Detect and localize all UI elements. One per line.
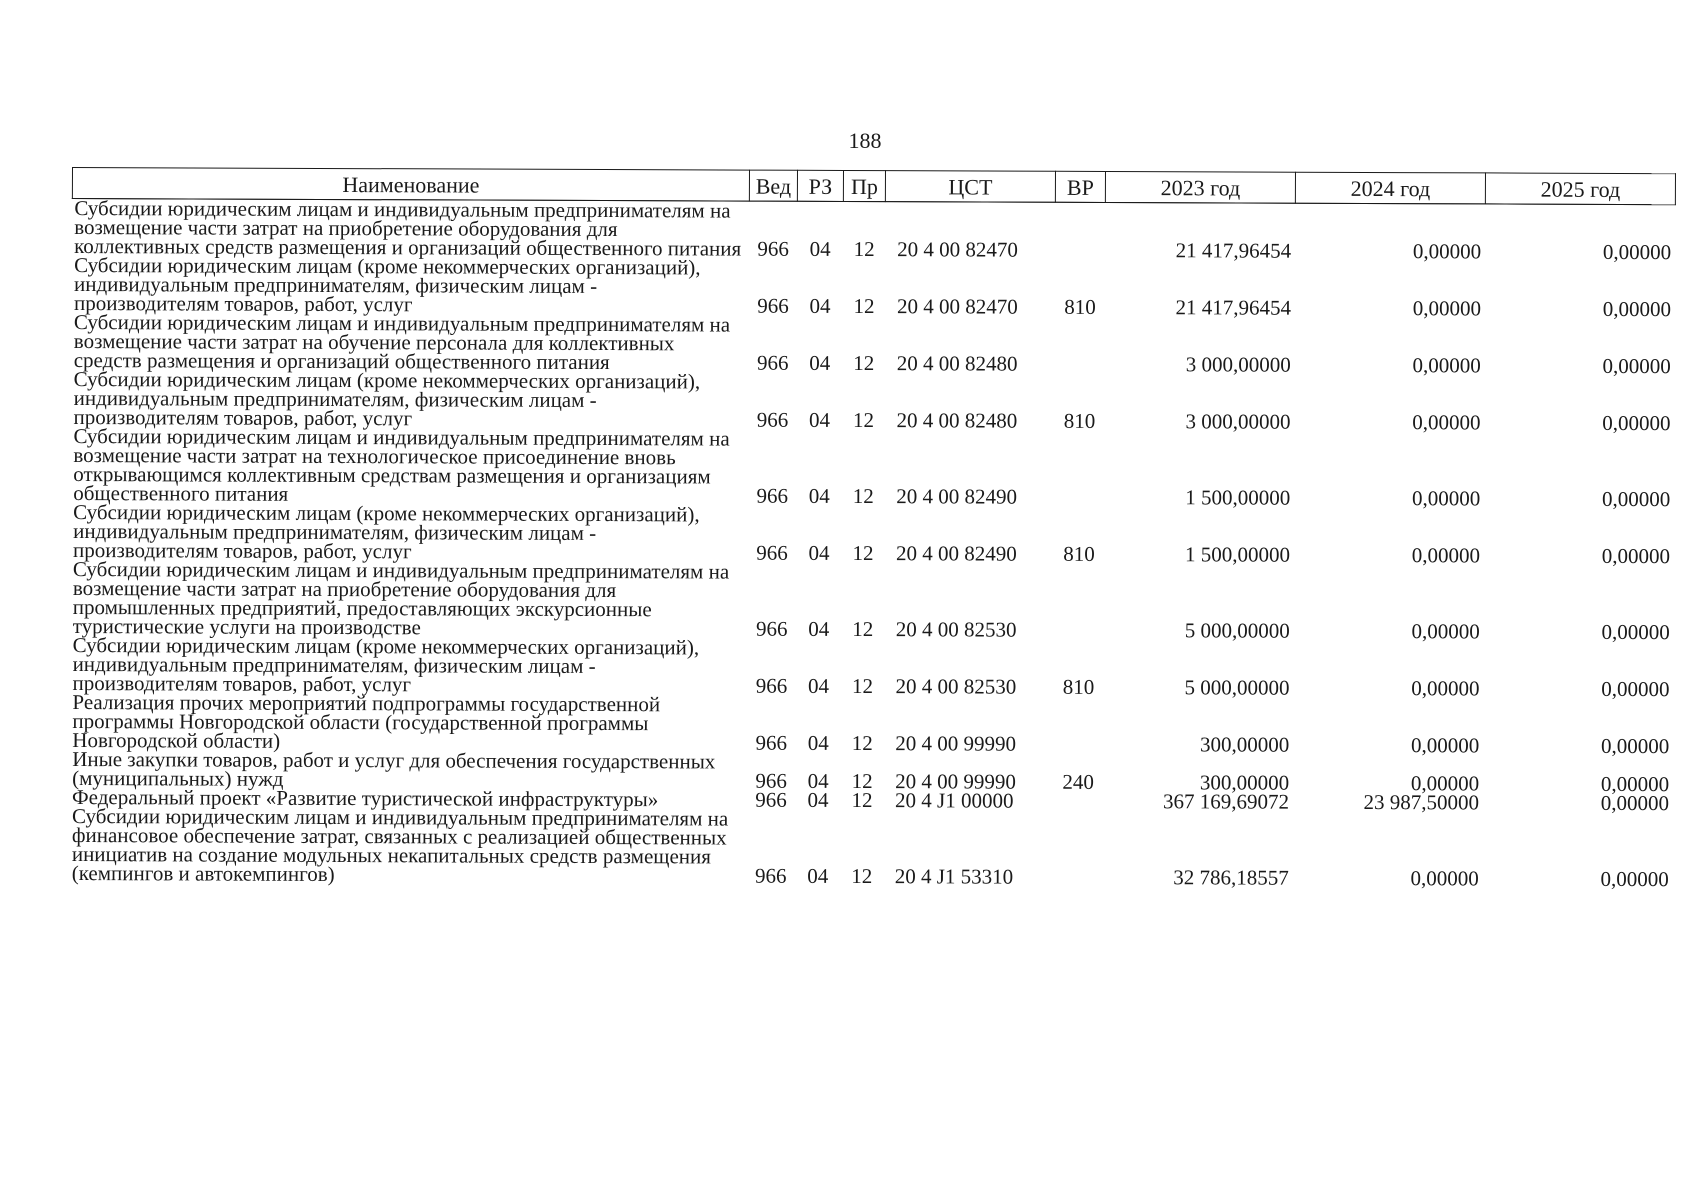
row-ved: 966 bbox=[756, 483, 789, 508]
row-pr: 12 bbox=[853, 351, 875, 376]
table-row bbox=[70, 636, 1673, 699]
budget-sheet bbox=[69, 167, 1676, 892]
row-rz: 04 bbox=[808, 407, 831, 432]
row-2023: 3 000,00000 bbox=[1185, 409, 1291, 434]
row-2023: 5 000,00000 bbox=[1184, 618, 1290, 643]
row-name: Субсидии юридическим лицам и индивидуальным предпринимателям на возмещение части затрат на технологическое присоединение вновь открывающимся коллективным средствам размещения и организациям общественного питания bbox=[73, 424, 730, 506]
header-2024: 2024 год bbox=[1295, 172, 1485, 204]
row-ved: 966 bbox=[756, 540, 788, 565]
row-ved: 966 bbox=[755, 787, 787, 812]
row-pr: 12 bbox=[852, 616, 874, 642]
row-name: Иные закупки товаров, работ и услуг для обеспечения государственных (муниципальных) нужд bbox=[72, 747, 716, 791]
table-row bbox=[71, 427, 1674, 509]
row-2023: 32 786,18557 bbox=[1173, 865, 1289, 890]
header-rz: РЗ bbox=[797, 170, 843, 201]
table-row bbox=[72, 199, 1675, 263]
row-2025: 0,00000 bbox=[1602, 296, 1672, 322]
table-row bbox=[70, 693, 1673, 756]
row-ved: 966 bbox=[755, 768, 787, 793]
row-rz: 04 bbox=[808, 483, 830, 508]
row-vr bbox=[1055, 317, 1105, 374]
row-2025: 0,00000 bbox=[1601, 619, 1670, 645]
row-name: Федеральный проект «Развитие туристической инфраструктуры» bbox=[72, 785, 659, 812]
row-cst: 20 4 00 99990 bbox=[895, 769, 1016, 794]
row-ved: 966 bbox=[756, 407, 789, 432]
row-2024: 0,00000 bbox=[1411, 619, 1480, 644]
row-2025: 0,00000 bbox=[1600, 733, 1670, 759]
row-vr bbox=[1053, 811, 1103, 887]
row-vr bbox=[1055, 202, 1105, 260]
row-2025: 0,00000 bbox=[1602, 239, 1672, 265]
page-number: 188 bbox=[848, 128, 882, 153]
table-row bbox=[72, 370, 1675, 433]
row-ved: 966 bbox=[756, 350, 789, 375]
row-cst: 20 4 J1 53310 bbox=[894, 864, 1014, 889]
row-pr: 12 bbox=[851, 787, 873, 813]
row-vr bbox=[1053, 792, 1103, 811]
row-rz: 04 bbox=[807, 863, 829, 888]
row-name: Субсидии юридическим лицам и индивидуальным предпринимателям на возмещение части затрат на обучение персонала для коллективных средств размещения и организаций общественного питания bbox=[73, 310, 731, 375]
row-2025: 0,00000 bbox=[1602, 353, 1671, 379]
row-cst: 20 4 00 82470 bbox=[897, 237, 1018, 262]
row-name: Субсидии юридическим лицам (кроме некоммерческих организаций), индивидуальным предпринимателям, физическим лицам - производителям товаров, работ, услуг bbox=[72, 500, 700, 564]
row-rz: 04 bbox=[808, 540, 830, 565]
row-2023: 1 500,00000 bbox=[1184, 542, 1291, 567]
row-cst: 20 4 00 82480 bbox=[896, 408, 1018, 433]
row-2024: 0,00000 bbox=[1410, 866, 1479, 891]
row-ved: 966 bbox=[755, 730, 788, 755]
row-2023: 21 417,96454 bbox=[1175, 238, 1292, 263]
row-2024: 0,00000 bbox=[1411, 543, 1481, 568]
row-2024: 0,00000 bbox=[1410, 733, 1480, 758]
row-2025: 0,00000 bbox=[1601, 676, 1670, 702]
row-pr: 12 bbox=[853, 237, 875, 262]
row-vr bbox=[1054, 564, 1104, 640]
row-pr: 12 bbox=[853, 294, 875, 319]
row-2024: 0,00000 bbox=[1412, 410, 1481, 435]
row-ved: 966 bbox=[757, 293, 789, 318]
row-2023: 3 000,00000 bbox=[1185, 352, 1291, 377]
row-2024: 0,00000 bbox=[1411, 486, 1481, 511]
row-2025: 0,00000 bbox=[1601, 486, 1671, 512]
row-vr bbox=[1053, 697, 1103, 754]
table-row bbox=[71, 503, 1674, 566]
row-pr: 12 bbox=[851, 673, 874, 699]
row-rz: 04 bbox=[809, 350, 831, 375]
row-2023: 1 500,00000 bbox=[1185, 485, 1291, 510]
row-pr: 12 bbox=[851, 863, 873, 889]
row-rz: 04 bbox=[808, 616, 830, 641]
row-vr: 240 bbox=[1062, 769, 1094, 794]
row-name: Субсидии юридическим лицам и индивидуальным предпринимателям на возмещение части затрат на приобретение оборудования для коллективных средств размещения и организаций общественного питания bbox=[74, 196, 742, 261]
row-rz: 04 bbox=[807, 730, 829, 755]
row-2023: 300,00000 bbox=[1199, 770, 1290, 795]
row-2025: 0,00000 bbox=[1602, 410, 1671, 436]
row-rz: 04 bbox=[807, 768, 829, 793]
header-pr: Пр bbox=[843, 170, 885, 201]
row-rz: 04 bbox=[807, 673, 830, 698]
row-rz: 04 bbox=[809, 236, 831, 261]
row-ved: 966 bbox=[755, 673, 788, 698]
row-2023: 300,00000 bbox=[1199, 732, 1290, 757]
row-pr: 12 bbox=[852, 408, 875, 433]
row-2024: 0,00000 bbox=[1412, 353, 1481, 378]
row-2025: 0,00000 bbox=[1600, 771, 1670, 797]
row-cst: 20 4 00 82530 bbox=[895, 674, 1017, 699]
row-2025: 0,00000 bbox=[1601, 543, 1671, 569]
row-2024: 0,00000 bbox=[1412, 296, 1482, 321]
row-2024: 0,00000 bbox=[1410, 771, 1480, 796]
row-vr: 810 bbox=[1063, 408, 1096, 433]
row-name: Реализация прочих мероприятий подпрограммы государственной программы Новгородской области (государственной программы Новгородской области) bbox=[72, 690, 661, 753]
row-2024: 23 987,50000 bbox=[1363, 789, 1480, 815]
row-vr: 810 bbox=[1063, 541, 1095, 566]
row-cst: 20 4 J1 00000 bbox=[895, 788, 1014, 813]
budget-table bbox=[69, 167, 1676, 892]
header-2025: 2025 год bbox=[1485, 173, 1675, 205]
row-2025: 0,00000 bbox=[1600, 790, 1670, 816]
row-cst: 20 4 00 82490 bbox=[896, 484, 1018, 509]
row-name: Субсидии юридическим лицам и индивидуальным предпринимателям на финансовое обеспечение затрат, связанных с реализацией общественных инициатив на создание модульных некапитальных средств размещения (кемпингов и автокемпингов) bbox=[71, 804, 729, 887]
header-cst: ЦСТ bbox=[885, 171, 1055, 203]
row-cst: 20 4 00 82480 bbox=[896, 351, 1018, 376]
row-cst: 20 4 00 82490 bbox=[895, 541, 1017, 566]
header-ved: Вед bbox=[749, 170, 797, 201]
row-name: Субсидии юридическим лицам (кроме некоммерческих организаций), индивидуальным предпринимателям, физическим лицам - производителям товаров, работ, услуг bbox=[73, 367, 701, 431]
header-vr: ВР bbox=[1055, 171, 1105, 202]
row-cst: 20 4 00 99990 bbox=[895, 731, 1017, 756]
row-ved: 966 bbox=[757, 236, 789, 261]
row-2024: 0,00000 bbox=[1412, 239, 1482, 264]
table-row bbox=[72, 256, 1675, 319]
header-2023: 2023 год bbox=[1105, 171, 1295, 203]
row-vr: 810 bbox=[1064, 294, 1096, 319]
row-name: Субсидии юридическим лицам (кроме некоммерческих организаций), индивидуальным предпринимателям, физическим лицам - производителям товаров, работ, услуг bbox=[72, 633, 700, 697]
table-row bbox=[71, 560, 1674, 642]
table-row bbox=[70, 807, 1673, 889]
row-2023: 5 000,00000 bbox=[1184, 675, 1290, 700]
row-2023: 21 417,96454 bbox=[1175, 295, 1292, 320]
table-row bbox=[72, 313, 1675, 376]
header-name: Наименование bbox=[72, 168, 749, 202]
row-cst: 20 4 00 82470 bbox=[896, 294, 1018, 319]
row-2023: 367 169,69072 bbox=[1163, 789, 1290, 814]
row-cst: 20 4 00 82530 bbox=[895, 617, 1017, 642]
row-pr: 12 bbox=[852, 484, 874, 509]
row-rz: 04 bbox=[807, 787, 829, 812]
row-name: Субсидии юридическим лицам и индивидуальным предпринимателям на возмещение части затрат на приобретение оборудования для промышленных предприятий, предоставляющих экскурсионные туристические услуги на производстве bbox=[72, 557, 730, 640]
row-name: Субсидии юридическим лицам (кроме некоммерческих организаций), индивидуальным предпринимателям, физическим лицам - производителям товаров, работ, услуг bbox=[73, 253, 701, 317]
row-ved: 966 bbox=[754, 863, 787, 888]
row-rz: 04 bbox=[809, 293, 831, 318]
row-vr bbox=[1054, 431, 1104, 507]
row-vr: 810 bbox=[1062, 674, 1095, 699]
row-2024: 0,00000 bbox=[1411, 676, 1480, 701]
row-pr: 12 bbox=[852, 540, 874, 566]
row-2025: 0,00000 bbox=[1600, 866, 1669, 892]
row-pr: 12 bbox=[851, 730, 873, 756]
row-pr: 12 bbox=[851, 768, 873, 794]
row-ved: 966 bbox=[755, 616, 788, 641]
